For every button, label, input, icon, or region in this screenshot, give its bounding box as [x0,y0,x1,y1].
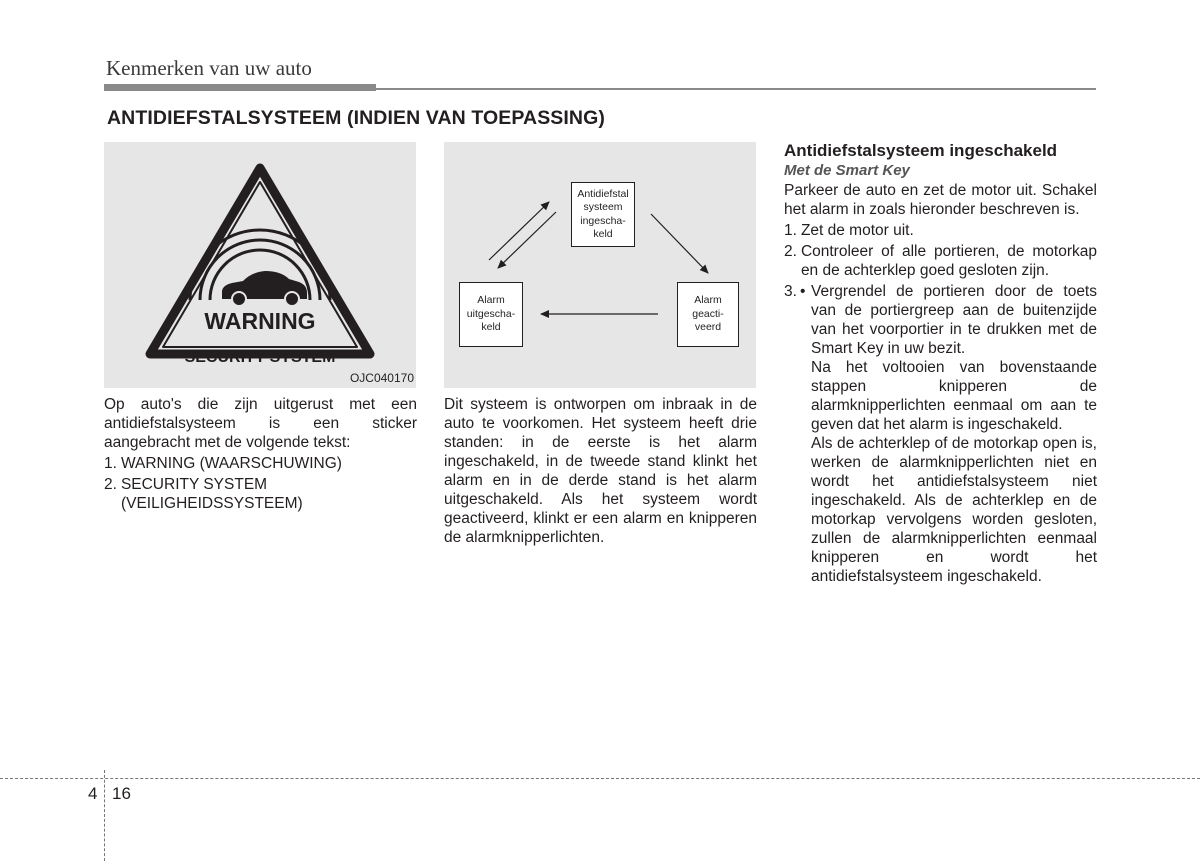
list-number: 2. [784,243,797,260]
section-title: ANTIDIEFSTALSYSTEEM (INDIEN VAN TOEPASSING) [107,107,605,129]
arrow-on-to-activated [651,214,708,273]
car-warning-triangle-icon [104,142,416,388]
list-text: WARNING (WAARSCHUWING) [120,455,342,472]
page-number: 16 [112,784,131,803]
column-3 [784,140,1097,586]
state-box-disarmed [459,282,523,347]
list-number: 3. [784,283,797,300]
warning-sticker-figure [104,142,416,388]
arrow-off-to-on [489,202,549,260]
list-text: Controleer of alle portieren, de motorkap en de achterklep goed gesloten zijn. [800,243,1097,279]
description-text: Dit systeem is ontworpen om inbraak in de auto te voorkomen. Het systeem heeft drie standen: in de eerste is het alarm ingeschakeld, in de tweede stand klinkt het alarm en in de derde stand is het alarm uitgeschakeld. Als het systeem wordt geactiveerd, klinkt er een alarm en knipperen de alarmknipperlichten. [444,396,757,546]
footer-divider [104,770,105,861]
list-item [104,454,417,473]
list-item [784,282,1097,358]
footer-rule [0,778,1200,779]
header-rule [104,88,1096,90]
warning-text: WARNING [204,308,316,334]
state-label-activated: Alarm geacti- veerd [692,294,724,334]
state-box-activated [677,282,739,347]
state-arrows [444,142,756,388]
bullet: • [800,283,806,300]
state-box-armed [571,182,635,247]
list-text: SECURITY SYSTEM (VEILIGHEIDSSYSTEEM) [120,476,303,512]
column-2 [444,395,757,547]
list-number: 1. [104,455,117,472]
list-item [784,242,1097,280]
list-number: 1. [784,222,797,239]
column-1 [104,395,417,513]
heading: Antidiefstalsysteem ingeschakeld [784,141,1058,160]
list-text: Vergrendel de portieren door de toets van de portiergreep aan de buitenzijde van het voorportier in te drukken met de Smart Key in uw bezit. [811,283,1097,357]
figure-code: OJC040170 [349,371,414,385]
subheading: Met de Smart Key [784,162,910,179]
chapter-title: Kenmerken van uw auto [106,56,312,80]
alarm-state-diagram [444,142,756,388]
state-label-armed: Antidiefstal systeem ingescha- keld [577,187,629,240]
arrow-on-to-off [498,212,556,268]
list-text: Zet de motor uit. [800,222,914,239]
list-number: 2. [104,476,117,493]
intro-text: Op auto's die zijn uitgerust met een antidiefstalsysteem is een sticker aangebracht met de volgende tekst: [104,396,417,451]
list-item [784,221,1097,240]
list-item [104,475,417,513]
state-label-disarmed: Alarm uitgescha- keld [466,294,516,334]
paragraph: Als de achterklep of de motorkap open is, werken de alarmknipperlichten niet en wordt het antidiefstalsysteem niet ingeschakeld. Als de achterklep en de motorkap vervolgens worden gesloten, zullen de alarmknipperlichten eenmaal knipperen en wordt het antidiefstalsysteem ingeschakeld. [811,435,1097,585]
paragraph: Na het voltooien van bovenstaande stappen knipperen de alarmknipperlichten eenmaal om aan te geven dat het alarm is ingeschakeld. [811,359,1097,433]
intro-text: Parkeer de auto en zet de motor uit. Schakel het alarm in zoals hieronder beschreven is. [784,182,1097,218]
security-system-text: SECURITY SYSTEM [184,349,336,366]
chapter-number: 4 [88,784,98,803]
